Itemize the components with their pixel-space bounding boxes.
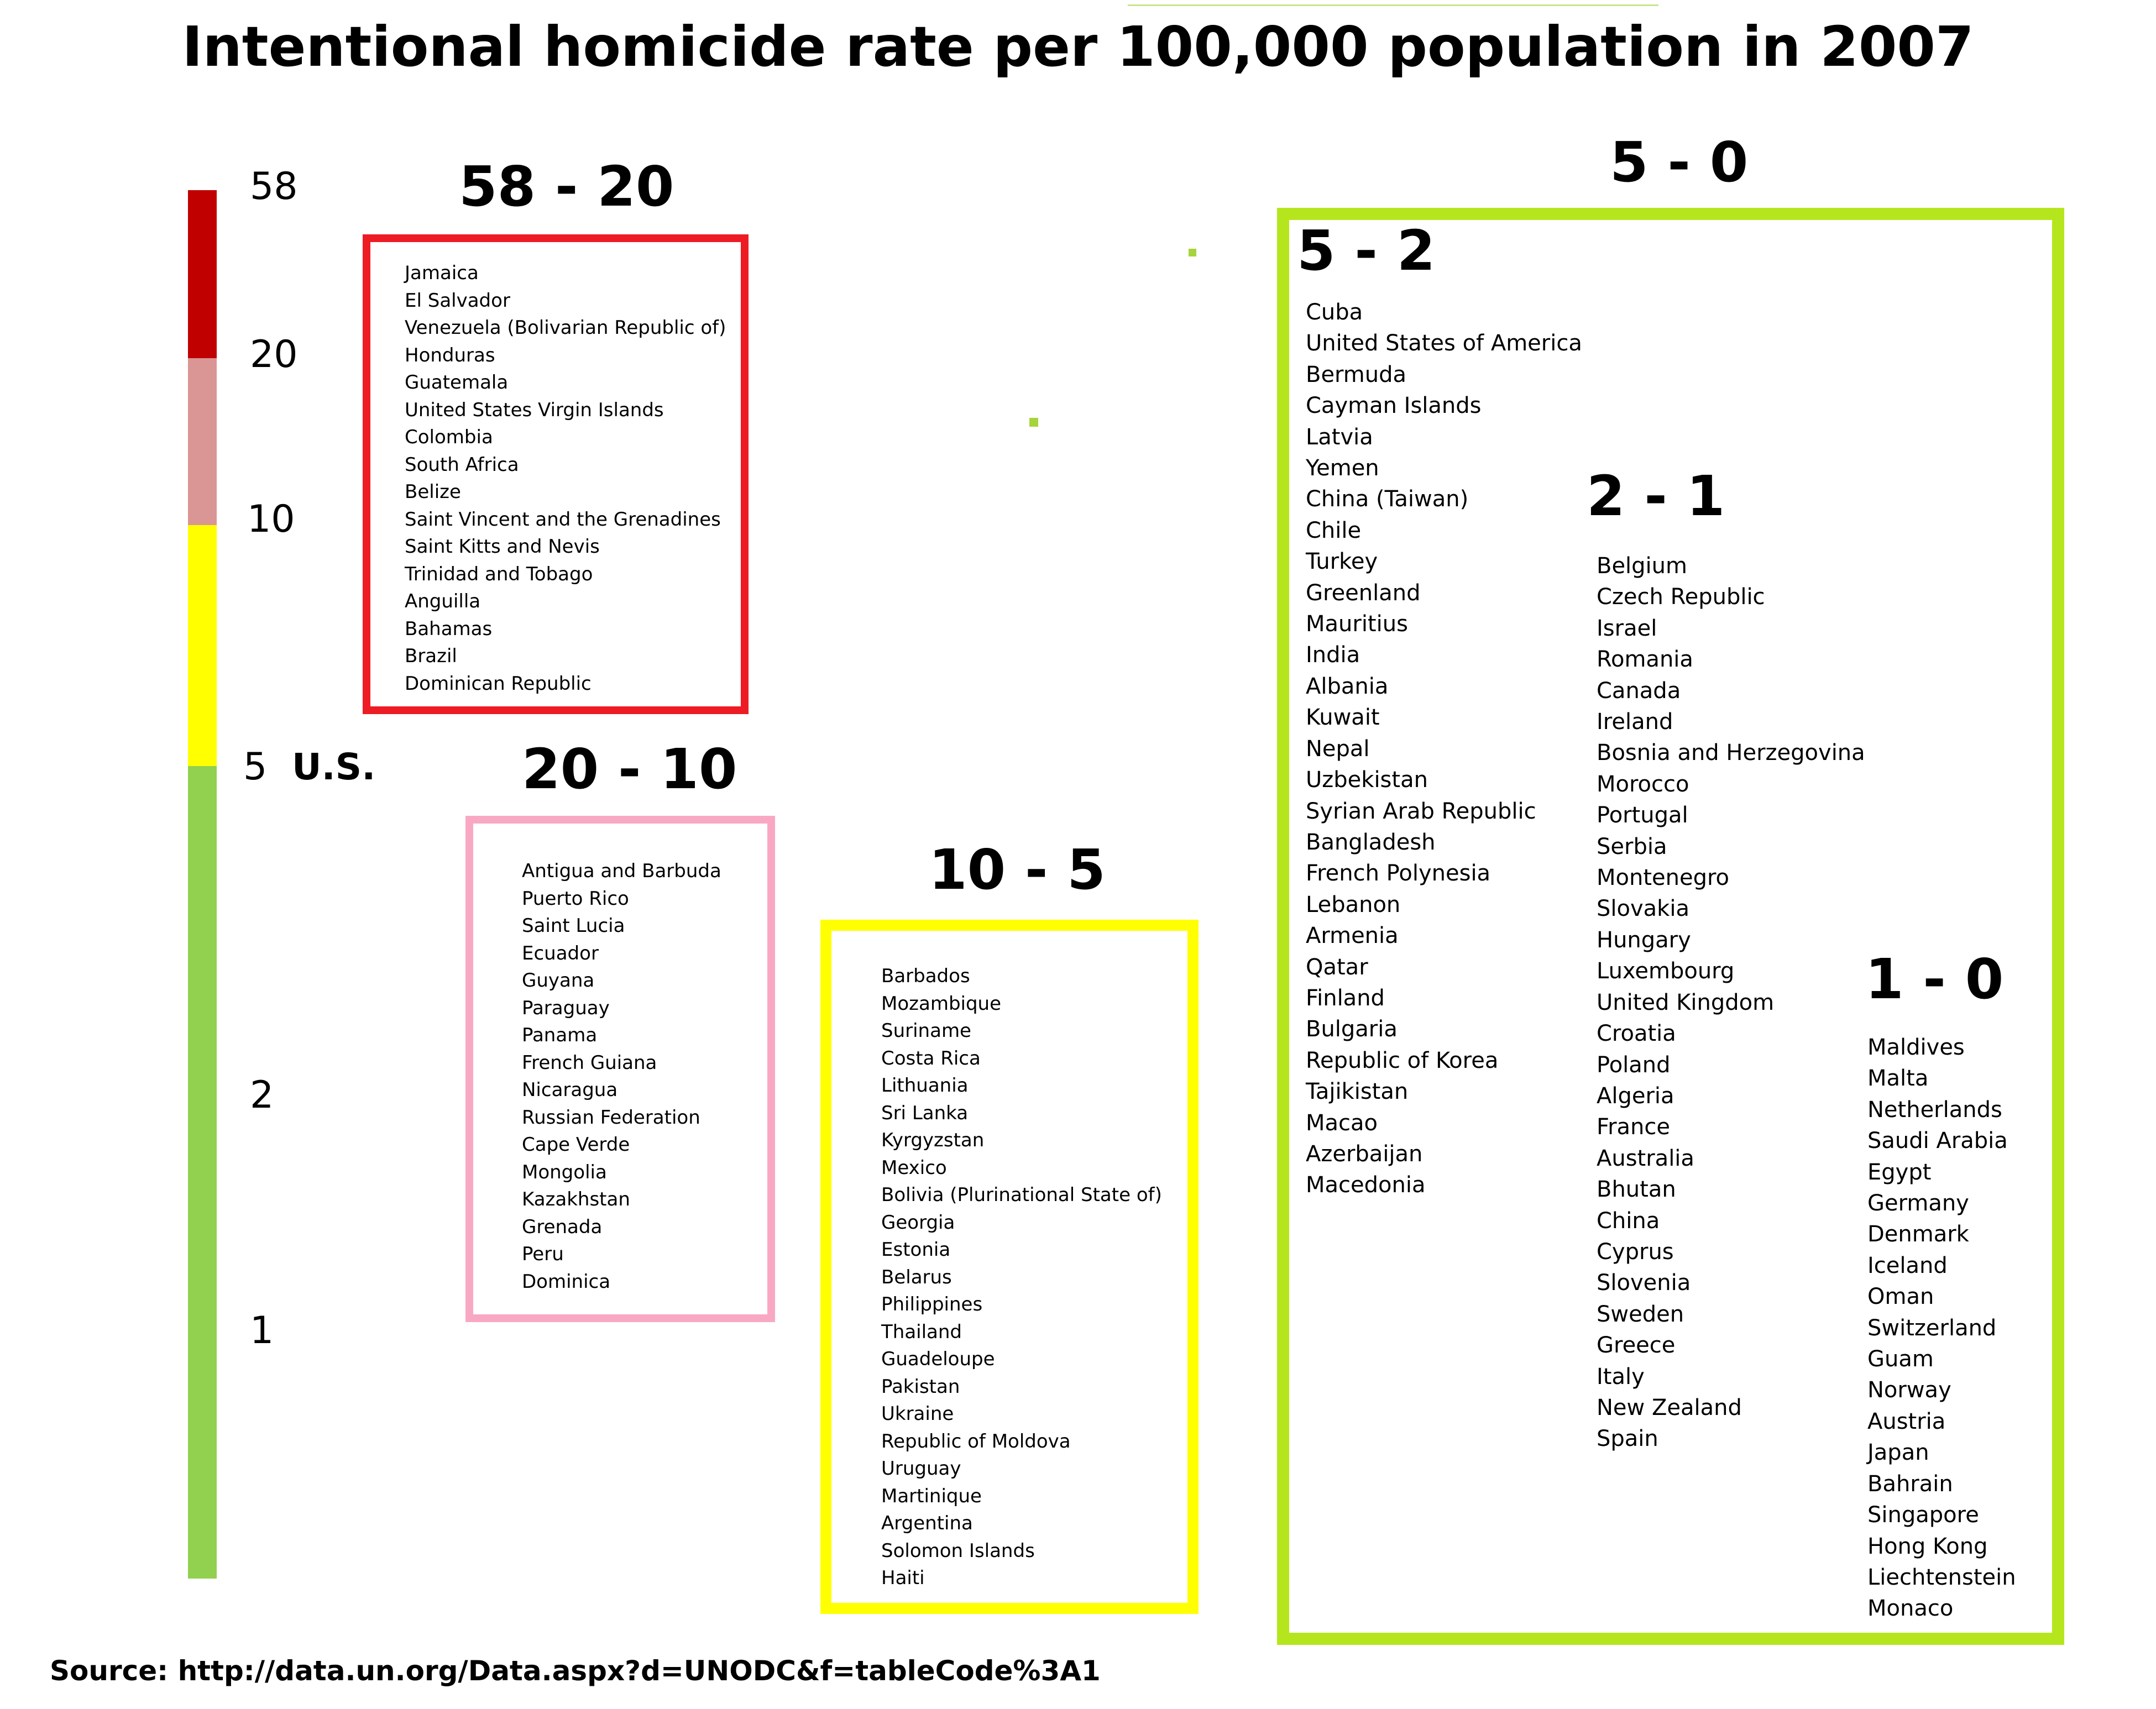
country-item: Romania (1597, 647, 1693, 673)
country-item: Kuwait (1306, 705, 1380, 731)
country-item: Bangladesh (1306, 829, 1436, 855)
country-item: Honduras (405, 344, 495, 366)
country-item: Republic of Moldova (881, 1430, 1071, 1453)
country-item: Russian Federation (522, 1106, 700, 1129)
group-title-10-5: 10 - 5 (929, 837, 1106, 902)
group-box-10-5 (820, 920, 1199, 1614)
country-item: Bhutan (1597, 1177, 1676, 1203)
country-item: Spain (1597, 1426, 1658, 1452)
country-item: Serbia (1597, 833, 1667, 859)
group-title-5-0: 5 - 0 (1610, 130, 1749, 195)
country-item: Croatia (1597, 1021, 1676, 1047)
country-item: Qatar (1306, 954, 1368, 980)
country-item: Bermuda (1306, 361, 1407, 387)
country-item: Singapore (1867, 1502, 1979, 1528)
country-item: Puerto Rico (522, 887, 629, 910)
country-list-1-0 (1867, 1032, 2016, 1624)
country-item: Hong Kong (1867, 1533, 1988, 1559)
country-item: Australia (1597, 1145, 1694, 1171)
country-item: Antigua and Barbuda (522, 860, 721, 882)
country-item: Grenada (522, 1215, 603, 1238)
country-item: Guatemala (405, 371, 509, 394)
country-item: Canada (1597, 678, 1681, 704)
country-item: Albania (1306, 673, 1389, 699)
country-item: United States of America (1306, 331, 1582, 357)
country-item: Mongolia (522, 1161, 607, 1183)
country-item: Monaco (1867, 1596, 1954, 1622)
country-item: Peru (522, 1243, 564, 1265)
country-item: Haiti (881, 1567, 925, 1589)
country-item: Solomon Islands (881, 1539, 1035, 1562)
country-item: Colombia (405, 426, 493, 448)
country-item: El Salvador (405, 289, 510, 312)
country-item: Oman (1867, 1284, 1934, 1310)
country-item: Egypt (1867, 1159, 1932, 1185)
country-item: Switzerland (1867, 1315, 1997, 1341)
country-item: Costa Rica (881, 1047, 981, 1070)
country-item: Bosnia and Herzegovina (1597, 740, 1865, 766)
group-title-58-20: 58 - 20 (459, 154, 674, 219)
country-item: Kyrgyzstan (881, 1129, 985, 1151)
country-item: Bulgaria (1306, 1016, 1398, 1042)
country-item: Lithuania (881, 1074, 969, 1097)
country-item: Dominica (522, 1270, 611, 1293)
group-title-20-10: 20 - 10 (522, 737, 737, 801)
group-box-20-10 (465, 816, 775, 1322)
country-item: Nicaragua (522, 1079, 618, 1101)
country-item: Brazil (405, 645, 457, 667)
country-item: Guam (1867, 1346, 1934, 1372)
country-item: Mexico (881, 1156, 947, 1179)
country-item: China (Taiwan) (1306, 486, 1469, 512)
country-item: Liechtenstein (1867, 1564, 2016, 1590)
scale-band-20-10 (188, 358, 217, 525)
country-item: Denmark (1867, 1222, 1969, 1247)
country-item: Armenia (1306, 923, 1399, 949)
country-item: China (1597, 1208, 1660, 1234)
country-item: Cape Verde (522, 1134, 630, 1156)
country-item: Yemen (1306, 455, 1379, 481)
country-item: Belize (405, 481, 461, 503)
country-list-5-2 (1306, 297, 1582, 1201)
country-item: Barbados (881, 965, 970, 987)
country-item: Jamaica (405, 262, 479, 284)
country-item: Lebanon (1306, 892, 1401, 918)
subgroup-title-2-1: 2 - 1 (1587, 464, 1725, 528)
country-list-20-10 (522, 858, 721, 1296)
country-item: Guadeloupe (881, 1348, 995, 1370)
country-item: Italy (1597, 1364, 1645, 1390)
country-item: Iceland (1867, 1252, 1948, 1278)
country-item: Saudi Arabia (1867, 1128, 2008, 1154)
scale-tick-58: 58 (250, 165, 298, 208)
country-item: Suriname (881, 1020, 971, 1042)
country-item: Hungary (1597, 927, 1691, 953)
country-item: Greenland (1306, 580, 1421, 606)
country-list-2-1 (1597, 551, 1865, 1455)
decorative-dot (1189, 249, 1196, 256)
country-item: France (1597, 1114, 1671, 1140)
country-item: Sweden (1597, 1301, 1684, 1327)
country-item: Malta (1867, 1066, 1929, 1092)
country-item: Guyana (522, 969, 595, 992)
country-item: Morocco (1597, 771, 1689, 797)
country-item: Germany (1867, 1191, 1969, 1217)
country-item: Saint Kitts and Nevis (405, 536, 600, 558)
country-item: Bahrain (1867, 1471, 1953, 1497)
country-item: Trinidad and Tobago (405, 563, 593, 585)
country-item: Panama (522, 1024, 598, 1046)
country-item: Kazakhstan (522, 1188, 630, 1210)
group-box-58-20 (363, 234, 749, 714)
country-list-10-5 (881, 963, 1162, 1592)
country-item: Cyprus (1597, 1239, 1674, 1265)
country-item: Montenegro (1597, 865, 1730, 891)
country-item: Austria (1867, 1408, 1946, 1434)
country-item: Slovakia (1597, 896, 1689, 922)
country-item: Saint Lucia (522, 915, 625, 937)
country-item: Ukraine (881, 1403, 954, 1425)
country-item: Nepal (1306, 736, 1370, 762)
country-item: South Africa (405, 453, 519, 476)
country-item: Macao (1306, 1110, 1378, 1136)
country-item: Algeria (1597, 1083, 1674, 1109)
country-item: Luxembourg (1597, 958, 1735, 984)
country-item: Latvia (1306, 424, 1373, 450)
country-item: New Zealand (1597, 1395, 1742, 1420)
country-item: Saint Vincent and the Grenadines (405, 508, 721, 531)
country-item: Tajikistan (1306, 1079, 1409, 1105)
country-item: Uruguay (881, 1458, 961, 1480)
scale-band-5-0 (188, 766, 217, 1579)
country-item: Bolivia (Plurinational State of) (881, 1184, 1162, 1206)
country-item: Sri Lanka (881, 1102, 969, 1124)
country-item: India (1306, 642, 1360, 668)
country-item: Martinique (881, 1485, 982, 1507)
country-item: Estonia (881, 1239, 951, 1261)
country-item: Georgia (881, 1211, 955, 1234)
country-item: Cayman Islands (1306, 393, 1482, 419)
decorative-dot (1029, 418, 1038, 427)
country-item: Syrian Arab Republic (1306, 798, 1536, 824)
country-item: French Guiana (522, 1051, 657, 1074)
country-item: Pakistan (881, 1375, 960, 1398)
country-item: French Polynesia (1306, 861, 1491, 887)
country-item: Poland (1597, 1052, 1671, 1078)
country-item: Chile (1306, 517, 1362, 543)
chart-title: Intentional homicide rate per 100,000 population in 2007 (182, 14, 1974, 79)
country-item: United Kingdom (1597, 989, 1775, 1015)
country-item: Czech Republic (1597, 584, 1765, 610)
country-item: Uzbekistan (1306, 767, 1428, 793)
subgroup-title-1-0: 1 - 0 (1865, 947, 2004, 1011)
country-list-58-20 (405, 260, 726, 698)
scale-tick-20: 20 (250, 333, 298, 376)
country-item: Venezuela (Bolivarian Republic of) (405, 317, 726, 339)
country-item: Ecuador (522, 942, 599, 964)
scale-tick-10: 10 (247, 497, 295, 541)
country-item: Ireland (1597, 709, 1673, 735)
country-item: Cuba (1306, 300, 1363, 325)
country-item: Belarus (881, 1266, 952, 1288)
country-item: Mauritius (1306, 611, 1408, 637)
country-item: Belgium (1597, 553, 1687, 579)
country-item: Japan (1867, 1440, 1929, 1466)
country-item: Finland (1306, 985, 1385, 1011)
scale-tick-1: 1 (250, 1309, 274, 1352)
country-item: Mozambique (881, 992, 1002, 1015)
country-item: Republic of Korea (1306, 1047, 1499, 1073)
country-item: Bahamas (405, 617, 493, 640)
country-item: Norway (1867, 1377, 1951, 1403)
country-item: Turkey (1306, 549, 1378, 575)
country-item: Dominican Republic (405, 672, 592, 695)
country-item: Portugal (1597, 803, 1688, 829)
country-item: Paraguay (522, 997, 610, 1019)
country-item: Israel (1597, 615, 1657, 641)
country-item: Philippines (881, 1293, 983, 1315)
us-marker-label: U.S. (292, 746, 376, 788)
country-item: Anguilla (405, 590, 481, 612)
country-item: Maldives (1867, 1035, 1965, 1060)
subgroup-title-5-2: 5 - 2 (1297, 218, 1436, 283)
source-note: Source: http://data.un.org/Data.aspx?d=UNODC&f=tableCode%3A1 (50, 1655, 1101, 1687)
scale-tick-2: 2 (250, 1073, 274, 1117)
country-item: Argentina (881, 1512, 973, 1534)
scale-band-10-5 (188, 525, 217, 766)
title-underline-decoration (1128, 4, 1658, 6)
scale-tick-5: 5 (243, 745, 268, 789)
country-item: Azerbaijan (1306, 1141, 1423, 1167)
country-item: Netherlands (1867, 1097, 2002, 1123)
country-item: United States Virgin Islands (405, 399, 664, 421)
country-item: Greece (1597, 1333, 1676, 1359)
country-item: Slovenia (1597, 1270, 1691, 1296)
scale-band-58-20 (188, 190, 217, 358)
country-item: Thailand (881, 1320, 962, 1343)
country-item: Macedonia (1306, 1172, 1426, 1198)
